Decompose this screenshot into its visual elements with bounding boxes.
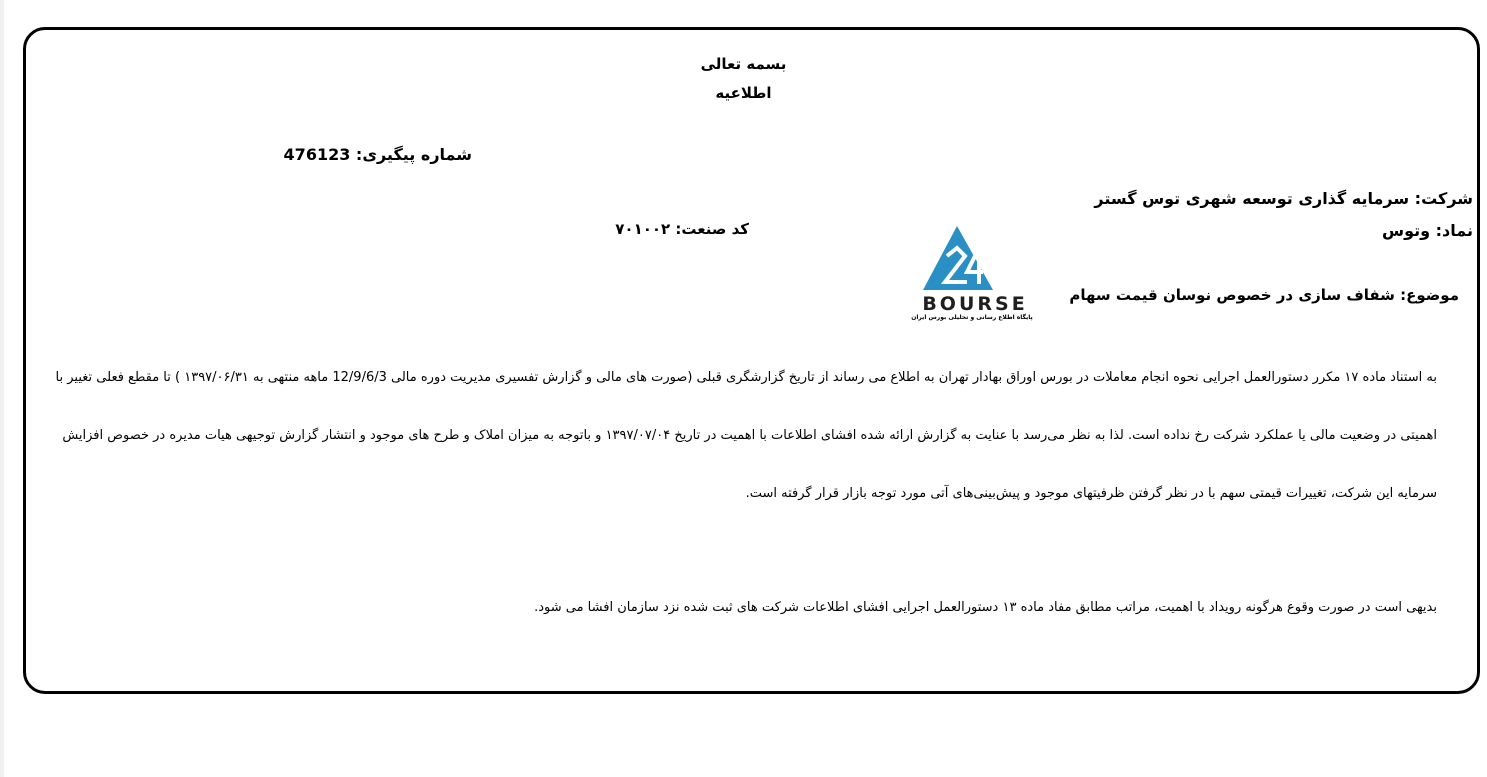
body-paragraph-line-2: اهمیتی در وضعیت مالی یا عملکرد شرکت رخ نداده است. لذا به نظر می‌رسد با عنایت به گزارش ارائه شده افشای اطلاعات با اهمیت در تاریخ ۱۳۹۷/۰۷/۰۴ و باتوجه به میزان املاک و طرح های موجود و انتشار گزارش توجیهی هیات مدیره در خصوص افزایش (62, 428, 1437, 443)
logo-caption: پایگاه اطلاع رسانی و تحلیلی بورس ایران (911, 314, 1033, 321)
bismillah-heading: بسمه تعالی (700, 55, 787, 73)
page-scroll-edge (0, 0, 4, 777)
industry-code: کد صنعت: ۷۰۱۰۰۲ (615, 220, 749, 238)
logo-wordmark: BOURSE (922, 293, 1028, 315)
notice-subject: موضوع: شفاف سازی در خصوص نوسان قیمت سهام (1069, 286, 1459, 304)
document-frame (23, 27, 1480, 694)
tracking-number: شماره پیگیری: 476123 (283, 145, 472, 164)
body-paragraph-line-1: به استناد ماده ۱۷ مکرر دستورالعمل اجرایی نحوه انجام معاملات در بورس اوراق بهادار تهران به اطلاع می رساند از تاریخ گزارشگری قبلی (صورت های مالی و گزارش تفسیری مدیریت دوره مالی 12/9/6/3 ماهه منتهی به ۱۳۹۷/۰۶/۳۱ ) تا مقطع فعلی تغییر با (55, 370, 1437, 385)
body-paragraph-line-3: سرمایه این شرکت، تغییرات قیمتی سهم با در نظر گرفتن ظرفیتهای موجود و پیش‌بینی‌های آتی مورد توجه بازار قرار گرفته است. (745, 486, 1437, 501)
closing-statement: بدیهی است در صورت وقوع هرگونه رویداد با اهمیت، مراتب مطابق مفاد ماده ۱۳ دستورالعمل اجرایی افشای اطلاعات شرکت های ثبت شده نزد سازمان افشا می شود. (534, 600, 1437, 615)
ticker-symbol: نماد: وتوس (1382, 221, 1473, 240)
company-name: شرکت: سرمایه گذاری توسعه شهری توس گستر (1094, 189, 1473, 208)
notice-title: اطلاعیه (715, 84, 772, 102)
